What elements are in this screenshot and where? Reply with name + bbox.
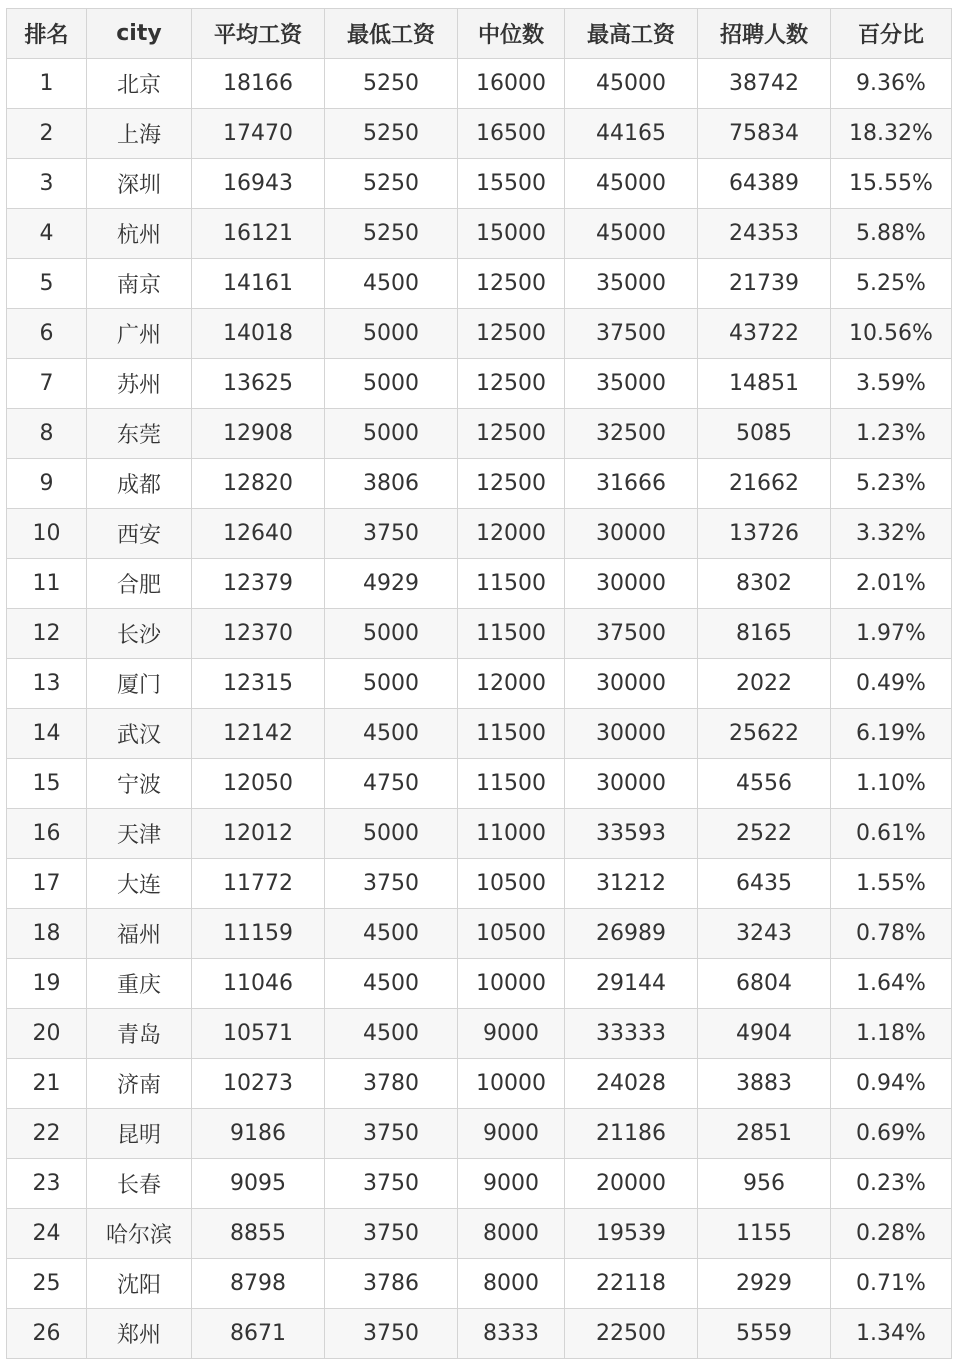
cell-min-salary: 5000 [325,659,458,709]
cell-min-salary: 4500 [325,1009,458,1059]
cell-min-salary: 3750 [325,859,458,909]
cell-rank: 22 [7,1109,87,1159]
cell-rank: 24 [7,1209,87,1259]
cell-max-salary: 29144 [565,959,698,1009]
cell-job-count: 2022 [698,659,831,709]
cell-median: 12500 [458,309,565,359]
cell-city: 苏州 [87,359,192,409]
cell-job-count: 24353 [698,209,831,259]
header-percentage: 百分比 [831,9,952,59]
table-row [7,659,952,709]
cell-max-salary: 32500 [565,409,698,459]
cell-percentage: 1.97% [831,609,952,659]
table-row [7,209,952,259]
header-median: 中位数 [458,9,565,59]
header-max-salary: 最高工资 [565,9,698,59]
cell-min-salary: 4500 [325,959,458,1009]
cell-percentage: 0.71% [831,1259,952,1309]
cell-rank: 6 [7,309,87,359]
cell-median: 10000 [458,1059,565,1109]
cell-average-salary: 12908 [192,409,325,459]
table-row [7,909,952,959]
cell-average-salary: 12012 [192,809,325,859]
cell-percentage: 0.61% [831,809,952,859]
cell-job-count: 956 [698,1159,831,1209]
cell-rank: 1 [7,59,87,109]
table-row [7,1109,952,1159]
cell-job-count: 3243 [698,909,831,959]
cell-median: 8000 [458,1209,565,1259]
cell-percentage: 3.32% [831,509,952,559]
cell-city: 东莞 [87,409,192,459]
cell-max-salary: 24028 [565,1059,698,1109]
cell-city: 上海 [87,109,192,159]
cell-average-salary: 11159 [192,909,325,959]
cell-average-salary: 12142 [192,709,325,759]
cell-average-salary: 18166 [192,59,325,109]
cell-median: 9000 [458,1109,565,1159]
cell-min-salary: 3750 [325,1109,458,1159]
header-min-salary: 最低工资 [325,9,458,59]
cell-average-salary: 16943 [192,159,325,209]
header-row [7,9,952,59]
cell-city: 济南 [87,1059,192,1109]
cell-rank: 7 [7,359,87,409]
cell-max-salary: 45000 [565,159,698,209]
table-row [7,259,952,309]
cell-average-salary: 12379 [192,559,325,609]
header-rank: 排名 [7,9,87,59]
cell-median: 15000 [458,209,565,259]
cell-percentage: 1.18% [831,1009,952,1059]
cell-min-salary: 5250 [325,59,458,109]
cell-average-salary: 11772 [192,859,325,909]
cell-job-count: 2851 [698,1109,831,1159]
table-row [7,1159,952,1209]
cell-average-salary: 16121 [192,209,325,259]
cell-median: 10500 [458,859,565,909]
cell-average-salary: 12820 [192,459,325,509]
table-row [7,1059,952,1109]
cell-rank: 14 [7,709,87,759]
cell-min-salary: 4750 [325,759,458,809]
cell-max-salary: 44165 [565,109,698,159]
cell-rank: 9 [7,459,87,509]
cell-job-count: 6435 [698,859,831,909]
cell-city: 广州 [87,309,192,359]
table-row [7,609,952,659]
salary-table-container [6,8,952,1359]
cell-rank: 16 [7,809,87,859]
cell-percentage: 0.28% [831,1209,952,1259]
cell-percentage: 1.55% [831,859,952,909]
table-row [7,409,952,459]
cell-median: 12500 [458,409,565,459]
cell-city: 沈阳 [87,1259,192,1309]
cell-max-salary: 22118 [565,1259,698,1309]
cell-job-count: 14851 [698,359,831,409]
cell-max-salary: 21186 [565,1109,698,1159]
cell-percentage: 15.55% [831,159,952,209]
cell-rank: 13 [7,659,87,709]
cell-job-count: 4904 [698,1009,831,1059]
cell-median: 12500 [458,359,565,409]
cell-percentage: 2.01% [831,559,952,609]
cell-average-salary: 10273 [192,1059,325,1109]
table-row [7,1259,952,1309]
cell-max-salary: 20000 [565,1159,698,1209]
table-header [7,9,952,59]
cell-median: 12000 [458,509,565,559]
cell-max-salary: 22500 [565,1309,698,1359]
table-row [7,809,952,859]
cell-job-count: 25622 [698,709,831,759]
cell-max-salary: 37500 [565,609,698,659]
cell-min-salary: 4500 [325,259,458,309]
cell-min-salary: 5000 [325,309,458,359]
cell-max-salary: 31666 [565,459,698,509]
cell-percentage: 10.56% [831,309,952,359]
cell-median: 16500 [458,109,565,159]
cell-percentage: 5.88% [831,209,952,259]
cell-min-salary: 3780 [325,1059,458,1109]
cell-average-salary: 14018 [192,309,325,359]
cell-city: 天津 [87,809,192,859]
cell-city: 南京 [87,259,192,309]
cell-job-count: 38742 [698,59,831,109]
cell-average-salary: 8671 [192,1309,325,1359]
cell-min-salary: 4929 [325,559,458,609]
cell-min-salary: 3750 [325,1159,458,1209]
cell-rank: 23 [7,1159,87,1209]
header-job-count: 招聘人数 [698,9,831,59]
cell-city: 长沙 [87,609,192,659]
cell-median: 15500 [458,159,565,209]
table-row [7,1209,952,1259]
cell-max-salary: 26989 [565,909,698,959]
cell-min-salary: 3750 [325,1209,458,1259]
cell-percentage: 9.36% [831,59,952,109]
cell-rank: 19 [7,959,87,1009]
cell-min-salary: 5000 [325,809,458,859]
cell-median: 10000 [458,959,565,1009]
cell-median: 11500 [458,759,565,809]
cell-average-salary: 9186 [192,1109,325,1159]
cell-min-salary: 3786 [325,1259,458,1309]
cell-average-salary: 12370 [192,609,325,659]
cell-job-count: 6804 [698,959,831,1009]
cell-median: 11500 [458,709,565,759]
cell-median: 11500 [458,609,565,659]
cell-job-count: 64389 [698,159,831,209]
cell-percentage: 0.49% [831,659,952,709]
cell-job-count: 13726 [698,509,831,559]
table-row [7,359,952,409]
cell-percentage: 3.59% [831,359,952,409]
cell-job-count: 2929 [698,1259,831,1309]
cell-rank: 11 [7,559,87,609]
cell-max-salary: 35000 [565,259,698,309]
cell-rank: 12 [7,609,87,659]
cell-median: 12500 [458,459,565,509]
cell-max-salary: 45000 [565,59,698,109]
cell-city: 深圳 [87,159,192,209]
cell-city: 武汉 [87,709,192,759]
cell-max-salary: 33593 [565,809,698,859]
table-row [7,109,952,159]
cell-city: 合肥 [87,559,192,609]
table-row [7,459,952,509]
cell-job-count: 8302 [698,559,831,609]
cell-city: 郑州 [87,1309,192,1359]
cell-percentage: 0.23% [831,1159,952,1209]
cell-median: 8333 [458,1309,565,1359]
cell-average-salary: 17470 [192,109,325,159]
cell-average-salary: 9095 [192,1159,325,1209]
cell-average-salary: 12050 [192,759,325,809]
cell-job-count: 75834 [698,109,831,159]
cell-city: 青岛 [87,1009,192,1059]
cell-rank: 5 [7,259,87,309]
header-city: city [87,9,192,59]
cell-job-count: 5559 [698,1309,831,1359]
cell-min-salary: 3750 [325,509,458,559]
cell-rank: 8 [7,409,87,459]
cell-rank: 2 [7,109,87,159]
cell-min-salary: 5000 [325,359,458,409]
cell-max-salary: 30000 [565,659,698,709]
cell-median: 16000 [458,59,565,109]
cell-rank: 10 [7,509,87,559]
cell-average-salary: 12640 [192,509,325,559]
cell-percentage: 18.32% [831,109,952,159]
cell-min-salary: 5000 [325,609,458,659]
cell-max-salary: 33333 [565,1009,698,1059]
table-row [7,959,952,1009]
cell-average-salary: 10571 [192,1009,325,1059]
cell-min-salary: 3750 [325,1309,458,1359]
cell-average-salary: 13625 [192,359,325,409]
cell-percentage: 1.34% [831,1309,952,1359]
table-row [7,509,952,559]
table-row [7,859,952,909]
cell-median: 9000 [458,1159,565,1209]
cell-city: 昆明 [87,1109,192,1159]
cell-city: 杭州 [87,209,192,259]
cell-max-salary: 45000 [565,209,698,259]
cell-city: 哈尔滨 [87,1209,192,1259]
cell-city: 福州 [87,909,192,959]
cell-rank: 4 [7,209,87,259]
cell-average-salary: 8855 [192,1209,325,1259]
cell-min-salary: 4500 [325,909,458,959]
table-row [7,559,952,609]
cell-percentage: 0.78% [831,909,952,959]
cell-rank: 3 [7,159,87,209]
cell-job-count: 1155 [698,1209,831,1259]
cell-percentage: 5.25% [831,259,952,309]
cell-city: 西安 [87,509,192,559]
table-row [7,1009,952,1059]
cell-percentage: 5.23% [831,459,952,509]
cell-percentage: 0.94% [831,1059,952,1109]
cell-job-count: 2522 [698,809,831,859]
cell-max-salary: 30000 [565,759,698,809]
cell-max-salary: 30000 [565,559,698,609]
cell-min-salary: 4500 [325,709,458,759]
cell-city: 宁波 [87,759,192,809]
cell-min-salary: 5000 [325,409,458,459]
cell-job-count: 8165 [698,609,831,659]
cell-job-count: 21662 [698,459,831,509]
cell-percentage: 1.10% [831,759,952,809]
cell-job-count: 5085 [698,409,831,459]
cell-rank: 26 [7,1309,87,1359]
cell-median: 9000 [458,1009,565,1059]
cell-rank: 21 [7,1059,87,1109]
cell-average-salary: 14161 [192,259,325,309]
cell-max-salary: 30000 [565,509,698,559]
cell-max-salary: 30000 [565,709,698,759]
table-body [7,59,952,1359]
cell-percentage: 0.69% [831,1109,952,1159]
cell-city: 重庆 [87,959,192,1009]
cell-rank: 15 [7,759,87,809]
cell-job-count: 4556 [698,759,831,809]
cell-average-salary: 11046 [192,959,325,1009]
cell-max-salary: 35000 [565,359,698,409]
cell-city: 成都 [87,459,192,509]
cell-max-salary: 19539 [565,1209,698,1259]
cell-median: 12000 [458,659,565,709]
table-row [7,159,952,209]
cell-city: 大连 [87,859,192,909]
cell-min-salary: 5250 [325,159,458,209]
cell-median: 10500 [458,909,565,959]
cell-median: 8000 [458,1259,565,1309]
cell-median: 11500 [458,559,565,609]
cell-city: 厦门 [87,659,192,709]
cell-percentage: 6.19% [831,709,952,759]
cell-min-salary: 5250 [325,209,458,259]
cell-max-salary: 37500 [565,309,698,359]
cell-job-count: 43722 [698,309,831,359]
cell-rank: 17 [7,859,87,909]
cell-median: 11000 [458,809,565,859]
table-row [7,709,952,759]
cell-max-salary: 31212 [565,859,698,909]
cell-average-salary: 12315 [192,659,325,709]
salary-table [6,8,952,1359]
cell-min-salary: 3806 [325,459,458,509]
header-average-salary: 平均工资 [192,9,325,59]
cell-median: 12500 [458,259,565,309]
cell-city: 北京 [87,59,192,109]
table-row [7,59,952,109]
cell-min-salary: 5250 [325,109,458,159]
cell-city: 长春 [87,1159,192,1209]
cell-percentage: 1.64% [831,959,952,1009]
cell-rank: 25 [7,1259,87,1309]
table-row [7,759,952,809]
cell-job-count: 21739 [698,259,831,309]
cell-percentage: 1.23% [831,409,952,459]
cell-rank: 18 [7,909,87,959]
cell-average-salary: 8798 [192,1259,325,1309]
cell-rank: 20 [7,1009,87,1059]
table-row [7,1309,952,1359]
cell-job-count: 3883 [698,1059,831,1109]
table-row [7,309,952,359]
